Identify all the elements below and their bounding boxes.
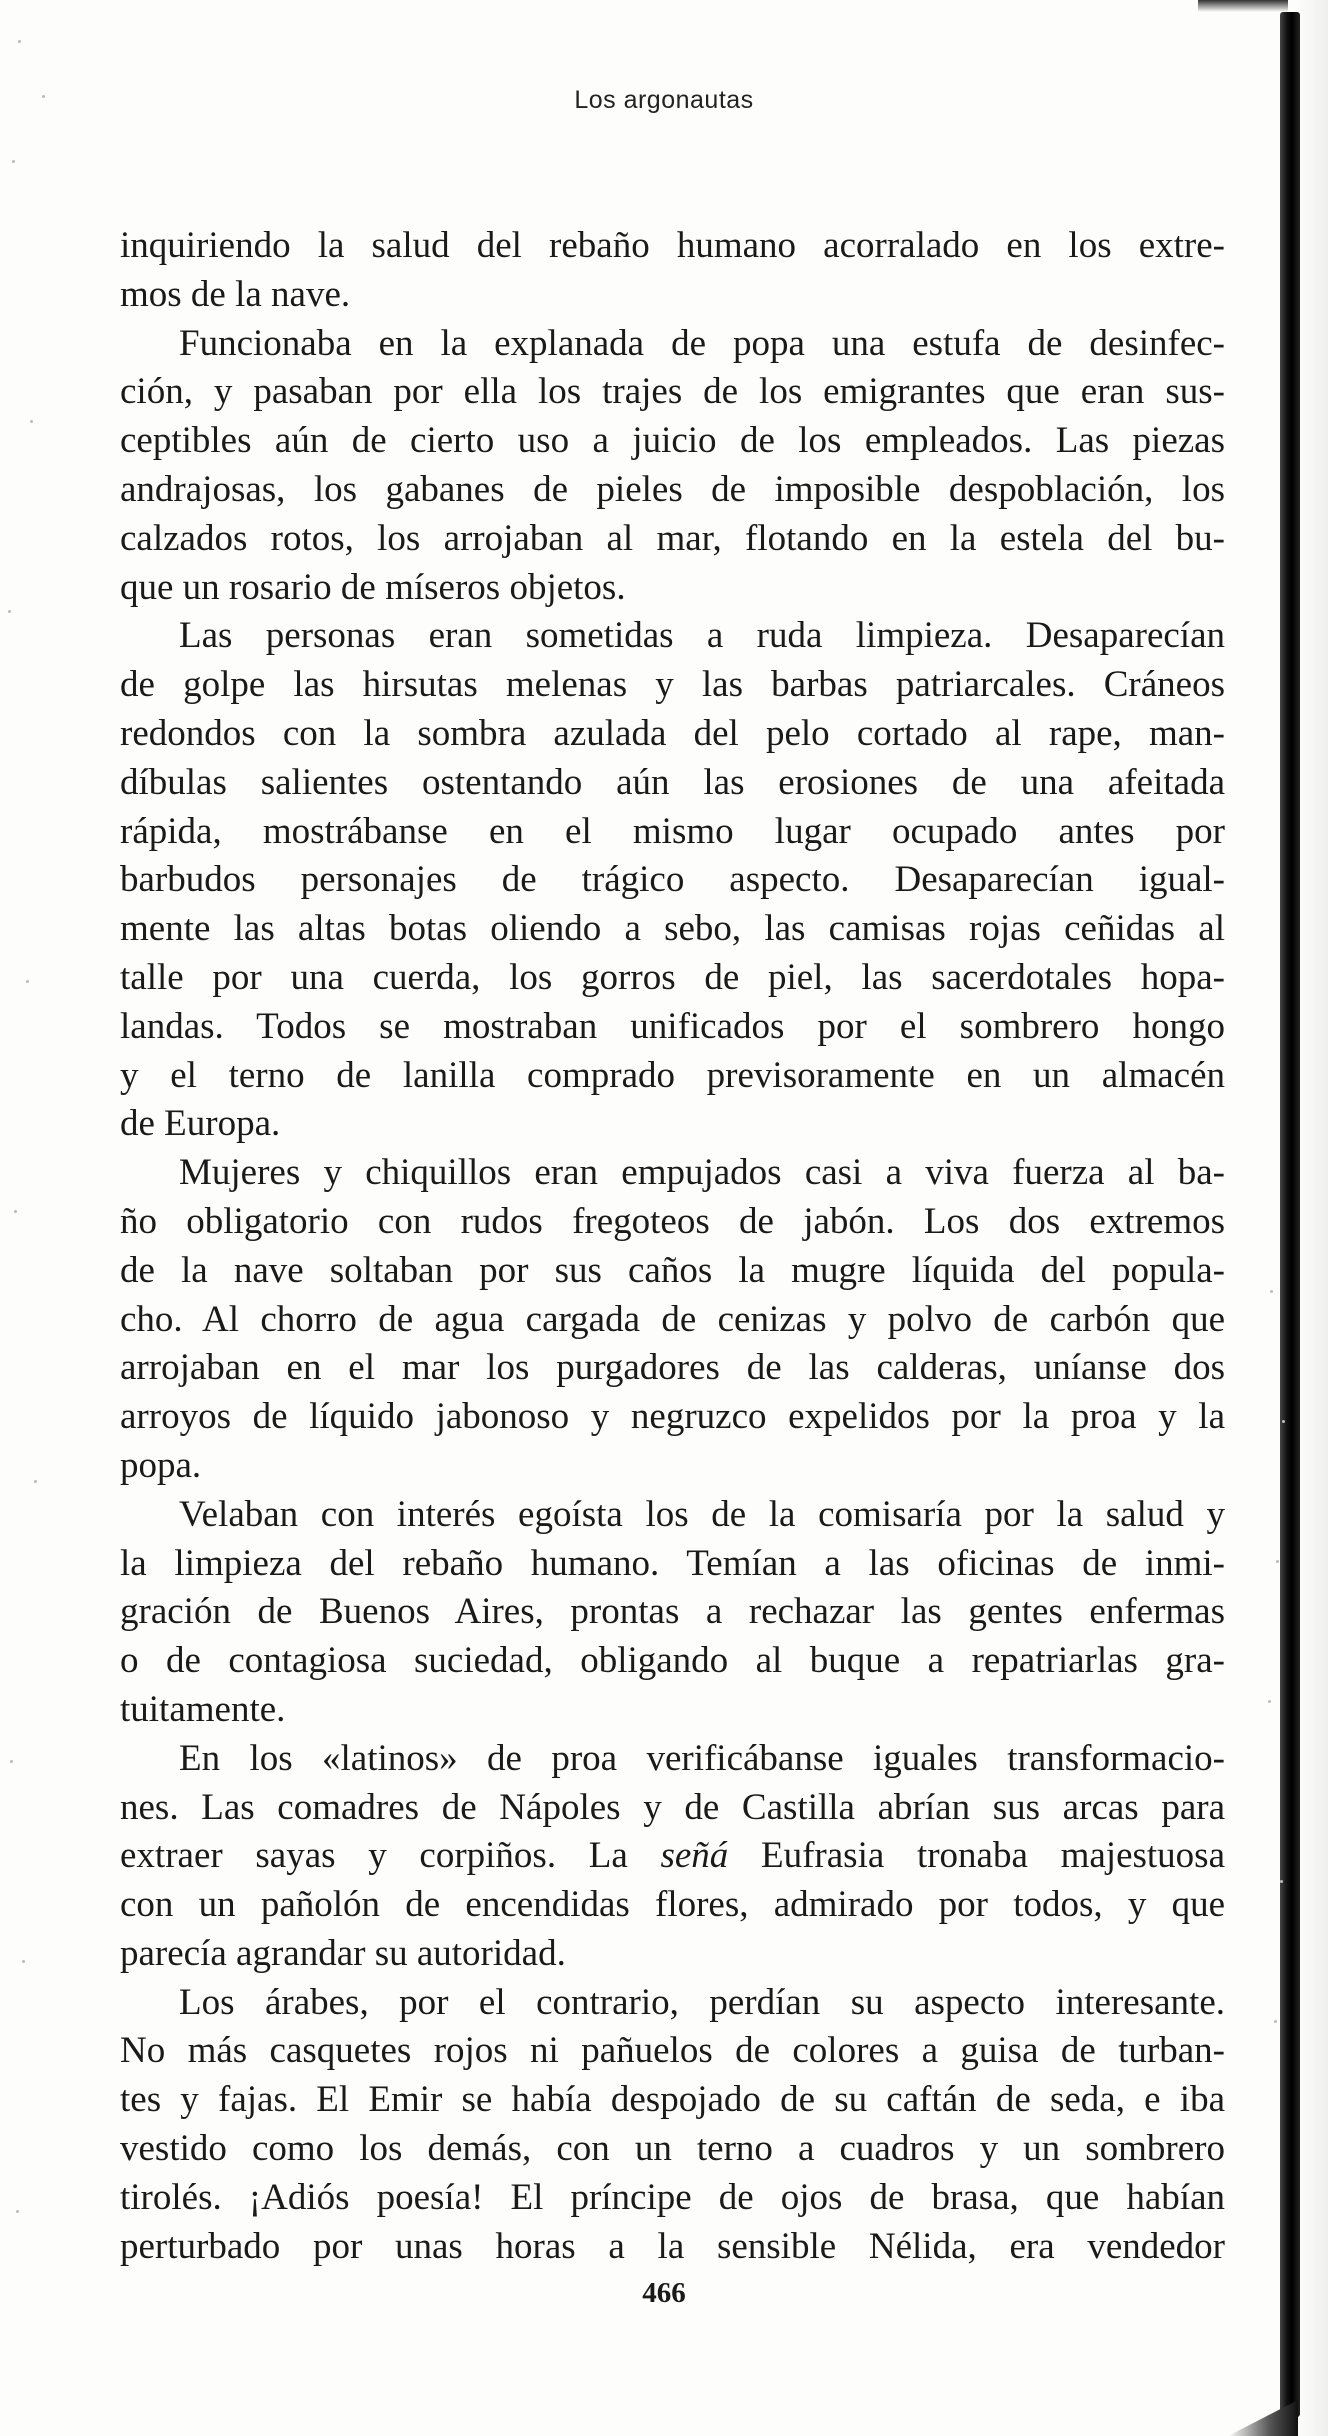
- text-line: arrojaban en el mar los purgadores de las calderas, uníanse dos: [120, 1347, 1225, 1389]
- text-line: de Europa.: [120, 1103, 281, 1145]
- text-line: inquiriendo la salud del rebaño humano acorralado en los extre-: [120, 225, 1225, 266]
- scan-speckle: [8, 610, 11, 613]
- text-line: redondos con la sombra azulada del pelo cortado al rape, man-: [120, 712, 1225, 754]
- scan-speckle: [16, 2210, 19, 2213]
- text-line: de golpe las hirsutas melenas y las barbas patriarcales. Cráneos: [120, 664, 1225, 706]
- text-line: ceptibles aún de cierto uso a juicio de los empleados. Las piezas: [120, 420, 1225, 462]
- text-line: Funcionaba en la explanada de popa una estufa de desinfec-: [179, 322, 1225, 364]
- scan-speckle: [1268, 1700, 1271, 1703]
- text-line: En los «latinos» de proa verificábanse iguales transformacio-: [179, 1737, 1225, 1779]
- text-line: calzados rotos, los arrojaban al mar, flotando en la estela del bu-: [120, 517, 1225, 559]
- scan-speckle: [12, 160, 15, 163]
- text-line: barbudos personajes de trágico aspecto. Desaparecían igual-: [120, 859, 1225, 901]
- text-line: tes y fajas. El Emir se había despojado de su caftán de seda, e iba: [120, 2079, 1225, 2121]
- text-line: ño obligatorio con rudos fregoteos de jabón. Los dos extremos: [120, 1200, 1225, 1242]
- text-line: que un rosario de míseros objetos.: [120, 566, 626, 608]
- scan-speckle: [42, 95, 45, 98]
- text-line: mos de la nave.: [120, 273, 351, 315]
- running-head: Los argonautas: [574, 86, 754, 114]
- text-line: popa.: [120, 1444, 202, 1486]
- scan-speckle: [34, 1480, 37, 1483]
- scan-speckle: [18, 40, 21, 43]
- text-line: Mujeres y chiquillos eran empujados casi a viva fuerza al ba-: [179, 1152, 1225, 1194]
- text-line: Los árabes, por el contrario, perdían su aspecto interesante.: [179, 1981, 1225, 2023]
- text-line: la limpieza del rebaño humano. Temían a las oficinas de inmi-: [120, 1542, 1225, 1584]
- scan-speckle: [1270, 1290, 1273, 1293]
- text-line: extraer sayas y corpiños. La señá Eufrasia tronaba majestuosa: [120, 1835, 1225, 1877]
- text-line: Las personas eran sometidas a ruda limpieza. Desaparecían: [179, 615, 1225, 657]
- text-line: con un pañolón de encendidas flores, admirado por todos, y que: [120, 1884, 1225, 1926]
- scan-speckle: [1282, 1420, 1285, 1423]
- text-line: o de contagiosa suciedad, obligando al buque a repatriarlas gra-: [120, 1640, 1225, 1682]
- text-line: tuitamente.: [120, 1688, 286, 1730]
- scan-speckle: [10, 1760, 13, 1763]
- page-gutter-shadow: [1296, 0, 1328, 2436]
- text-line: perturbado por unas horas a la sensible Nélida, era vendedor: [120, 2225, 1225, 2267]
- scan-speckle: [26, 980, 29, 983]
- text-line: ción, y pasaban por ella los trajes de los emigrantes que eran sus-: [120, 371, 1225, 413]
- scan-speckle: [1276, 1560, 1279, 1563]
- text-line: de la nave soltaban por sus caños la mugre líquida del popula-: [120, 1249, 1225, 1291]
- text-line: Velaban con interés egoísta los de la comisaría por la salud y: [179, 1493, 1225, 1535]
- text-line: gración de Buenos Aires, prontas a rechazar las gentes enfermas: [120, 1591, 1225, 1633]
- text-line: rápida, mostrábanse en el mismo lugar ocupado antes por: [120, 810, 1225, 852]
- scan-edge-mark-top: [1198, 0, 1288, 12]
- text-line: mente las altas botas oliendo a sebo, las camisas rojas ceñidas al: [120, 908, 1225, 950]
- text-line: tirolés. ¡Adiós poesía! El príncipe de ojos de brasa, que habían: [120, 2176, 1225, 2218]
- text-line: parecía agrandar su autoridad.: [120, 1932, 566, 1974]
- text-line: arroyos de líquido jabonoso y negruzco expelidos por la proa y la: [120, 1396, 1225, 1438]
- scan-speckle: [22, 1960, 25, 1963]
- scan-speckle: [14, 1210, 17, 1213]
- book-spine-edge: [1280, 12, 1300, 2417]
- text-line: No más casquetes rojos ni pañuelos de colores a guisa de turban-: [120, 2030, 1225, 2072]
- text-line: cho. Al chorro de agua cargada de cenizas y polvo de carbón que: [120, 1298, 1225, 1340]
- body-text: [120, 222, 1225, 2271]
- text-line: landas. Todos se mostraban unificados por el sombrero hongo: [120, 1005, 1225, 1047]
- text-line: vestido como los demás, con un terno a cuadros y un sombrero: [120, 2128, 1225, 2170]
- text-line: nes. Las comadres de Nápoles y de Castilla abrían sus arcas para: [120, 1786, 1225, 1828]
- page-number: 466: [642, 2277, 686, 2309]
- text-line: talle por una cuerda, los gorros de piel, las sacerdotales hopa-: [120, 956, 1225, 998]
- scan-speckle: [30, 420, 33, 423]
- text-line: andrajosas, los gabanes de pieles de imposible despoblación, los: [120, 468, 1225, 510]
- scan-speckle: [1280, 1880, 1283, 1883]
- scan-speckle: [1274, 2020, 1277, 2023]
- text-line: y el terno de lanilla comprado previsoramente en un almacén: [120, 1054, 1225, 1096]
- text-line: díbulas salientes ostentando aún las erosiones de una afeitada: [120, 761, 1225, 803]
